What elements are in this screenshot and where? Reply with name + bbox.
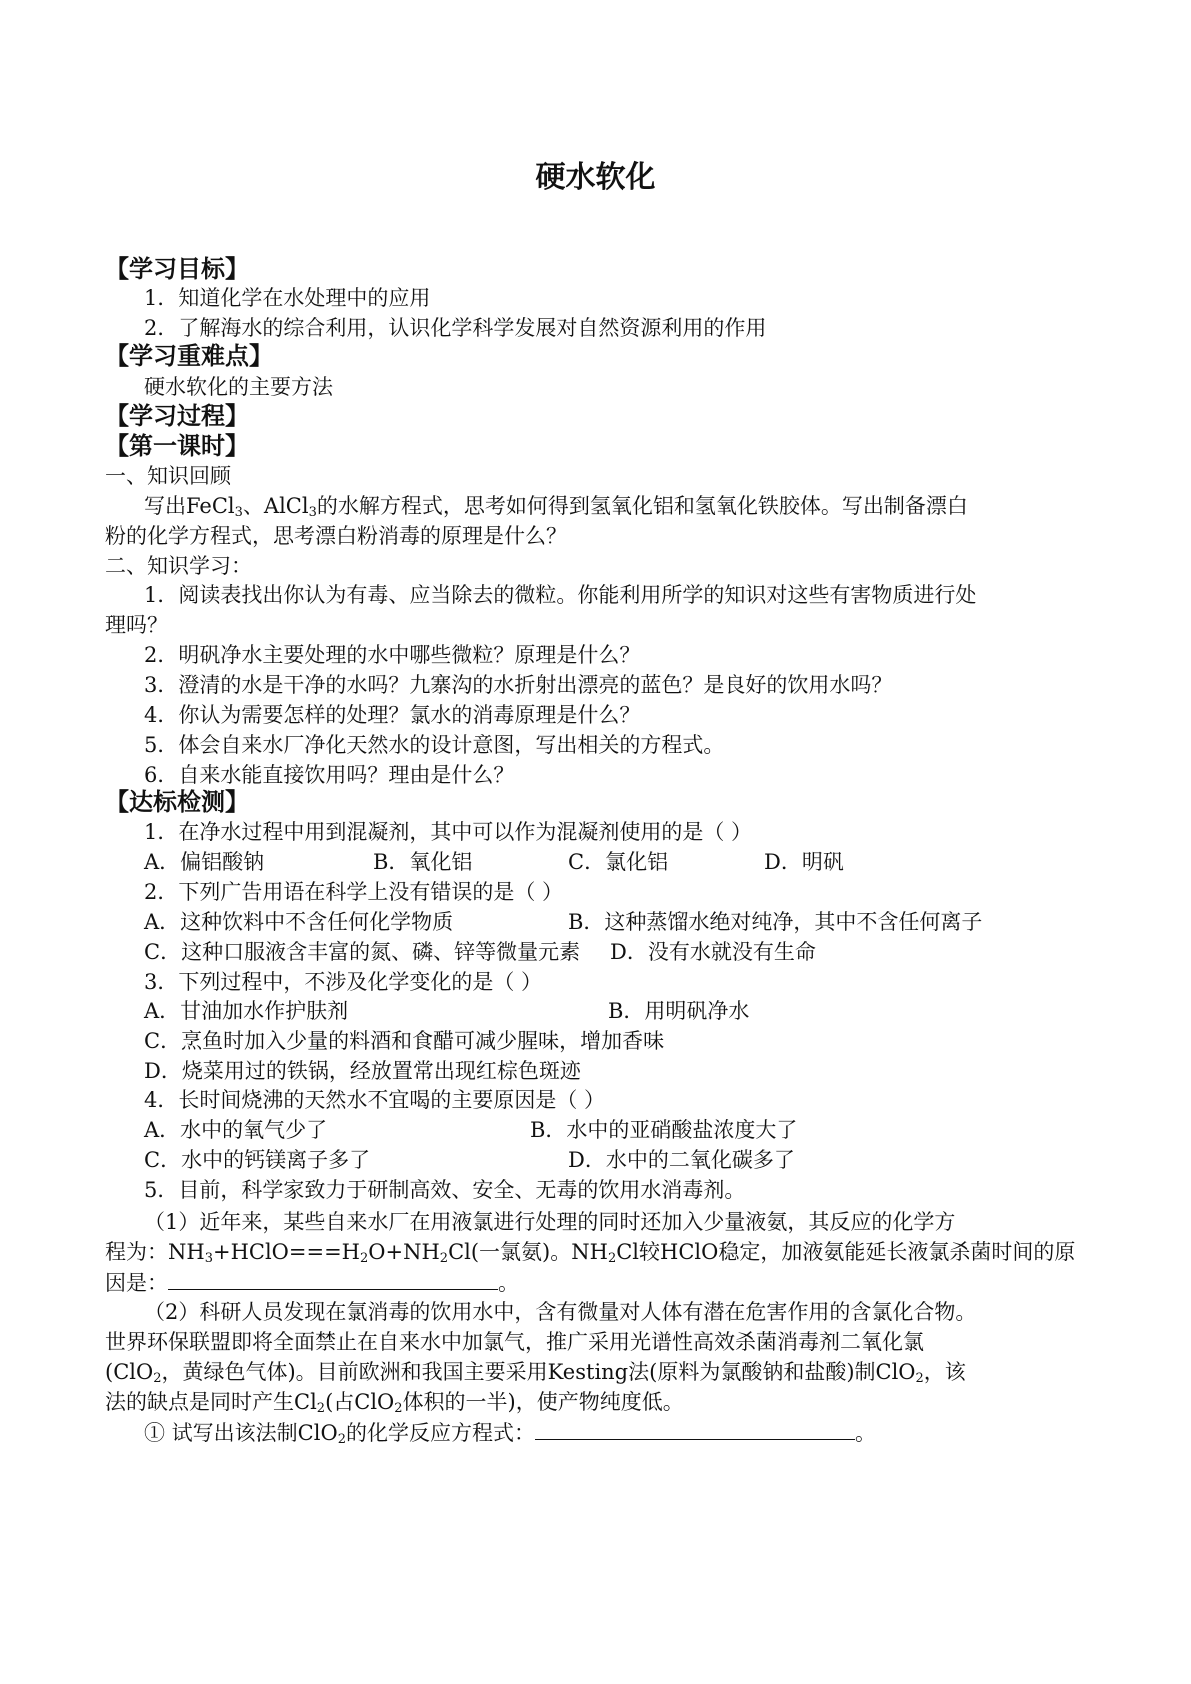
test-option: C．水中的钙镁离子多了 <box>144 1148 371 1172</box>
learning-heading: 二、知识学习： <box>105 554 252 578</box>
review-paragraph-line: 粉的化学方程式，思考漂白粉消毒的原理是什么？ <box>105 524 567 548</box>
test-paragraph-line: 因是： 。 <box>105 1267 519 1298</box>
test-question: 4．长时间烧沸的天然水不宜喝的主要原因是（ ） <box>144 1088 606 1112</box>
test-option: B．用明矾净水 <box>608 999 750 1023</box>
test-option: B．水中的亚硝酸盐浓度大了 <box>530 1118 798 1142</box>
test-option: D．明矾 <box>764 850 844 874</box>
test-option: B．这种蒸馏水绝对纯净，其中不含任何离子 <box>568 910 983 934</box>
test-option: C．烹鱼时加入少量的料酒和食醋可减少腥味，增加香味 <box>144 1029 665 1053</box>
test-option: A．偏铝酸钠 <box>144 850 265 874</box>
test-option: D．水中的二氧化碳多了 <box>568 1148 795 1172</box>
test-option: A．这种饮料中不含任何化学物质 <box>144 910 454 934</box>
objective-item: 2．了解海水的综合利用，认识化学科学发展对自然资源利用的作用 <box>144 316 767 340</box>
objective-item: 1．知道化学在水处理中的应用 <box>144 286 431 310</box>
test-question: 3．下列过程中，不涉及化学变化的是（ ） <box>144 970 543 994</box>
test-paragraph-line: (ClO$_2$，黄绿色气体)。目前欧洲和我国主要采用Kesting法(原料为氯酸钠和盐酸)制ClO$_2$，该 <box>105 1360 966 1386</box>
test-question: 1．在净水过程中用到混凝剂，其中可以作为混凝剂使用的是（ ） <box>144 820 753 844</box>
test-option: D．烧菜用过的铁锅，经放置常出现红棕色斑迹 <box>144 1059 581 1083</box>
section-process-heading: 【学习过程】 <box>105 402 249 430</box>
test-question: 5．目前，科学家致力于研制高效、安全、无毒的饮用水消毒剂。 <box>144 1178 746 1202</box>
test-option: B．氧化铝 <box>373 850 473 874</box>
test-option: C．这种口服液含丰富的氮、磷、锌等微量元素 <box>144 940 581 964</box>
test-paragraph-line: （2）科研人员发现在氯消毒的饮用水中，含有微量对人体有潜在危害作用的含氯化合物。 <box>144 1300 977 1324</box>
section-keypoints-heading: 【学习重难点】 <box>105 342 273 370</box>
learning-question: 3．澄清的水是干净的水吗？九寨沟的水折射出漂亮的蓝色？是良好的饮用水吗？ <box>144 673 893 697</box>
learning-question: 5．体会自来水厂净化天然水的设计意图，写出相关的方程式。 <box>144 733 725 757</box>
test-paragraph-line: ① 试写出该法制ClO$_2$的化学反应方程式： 。 <box>144 1417 876 1448</box>
section-test-heading: 【达标检测】 <box>105 788 249 816</box>
section-objectives-heading: 【学习目标】 <box>105 255 249 283</box>
key-point-text: 硬水软化的主要方法 <box>144 375 333 399</box>
test-option: A．水中的氧气少了 <box>144 1118 328 1142</box>
test-option: C．氯化铝 <box>568 850 669 874</box>
learning-question: 6．自来水能直接饮用吗？理由是什么？ <box>144 763 515 787</box>
learning-question: 1．阅读表找出你认为有毒、应当除去的微粒。你能利用所学的知识对这些有害物质进行处 <box>144 583 977 607</box>
learning-question: 4．你认为需要怎样的处理？氯水的消毒原理是什么？ <box>144 703 641 727</box>
test-option: A．甘油加水作护肤剂 <box>144 999 349 1023</box>
learning-question: 2．明矾净水主要处理的水中哪些微粒？原理是什么？ <box>144 643 641 667</box>
test-paragraph-line: 世界环保联盟即将全面禁止在自来水中加氯气，推广采用光谱性高效杀菌消毒剂二氧化氯 <box>105 1330 924 1354</box>
test-option: D．没有水就没有生命 <box>610 940 816 964</box>
test-paragraph-line: 法的缺点是同时产生$Cl_2$(占ClO$_2$体积的一半)，使产物纯度低。 <box>105 1390 684 1416</box>
review-heading: 一、知识回顾 <box>105 464 231 488</box>
answer-blank[interactable] <box>168 1267 498 1290</box>
test-paragraph-line: （1）近年来，某些自来水厂在用液氯进行处理的同时还加入少量液氨，其反应的化学方 <box>144 1210 956 1234</box>
test-paragraph-line: 程为：$NH_3+HClO===H_2O+NH_2Cl$(一氯氨)。$NH_2Cl$较HClO稳定，加液氨能延长液氯杀菌时间的原 <box>105 1240 1076 1266</box>
answer-blank[interactable] <box>535 1417 855 1440</box>
section-lesson1-heading: 【第一课时】 <box>105 432 249 460</box>
learning-question: 理吗？ <box>105 613 168 637</box>
review-paragraph-line: 写出FeCl$_3$、AlCl$_3$的水解方程式，思考如何得到氢氧化铝和氢氧化铁胶体。写出制备漂白 <box>144 494 968 520</box>
test-question: 2．下列广告用语在科学上没有错误的是（ ） <box>144 880 564 904</box>
document-title: 硬水软化 <box>535 160 656 195</box>
